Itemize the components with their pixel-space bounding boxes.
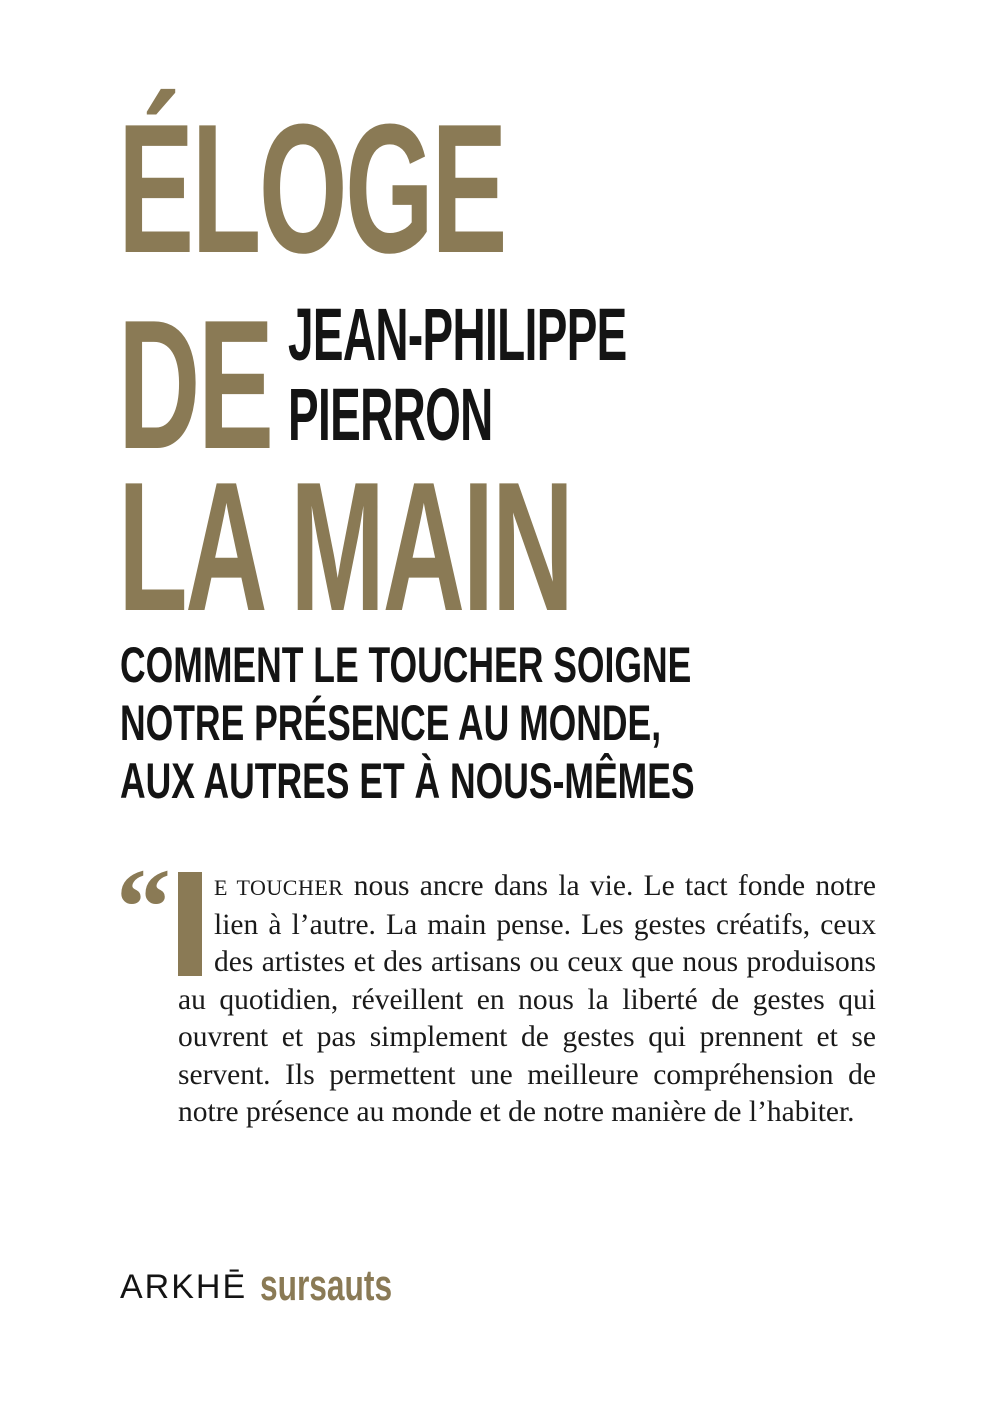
subtitle-line-1: COMMENT LE TOUCHER SOIGNE xyxy=(120,637,692,693)
author-first-name: JEAN-PHILIPPE xyxy=(288,293,627,376)
author-last-name: PIERRON xyxy=(288,373,493,456)
quote-lead-smallcaps: E TOUCHER xyxy=(214,875,344,900)
title-line-3: LA MAIN xyxy=(118,443,572,649)
title-line-1: ÉLOGE xyxy=(118,85,505,291)
quote-text: nous ancre dans la vie. Le tact fonde notre lien à l’autre. La main pense. Les gestes créatifs, ceux des artistes et des artisans ou ceux que nous produisons au quotidien, réveillent en nous la liberté de gestes qui ouvrent et pas simplement de gestes qui prennent et se servent. Ils permettent une meilleure compréhension de notre présence au monde et de notre manière de l’habiter. xyxy=(178,870,877,1128)
open-quote-mark: “ xyxy=(116,846,171,968)
dropcap-spacer xyxy=(178,868,214,978)
back-cover-quote xyxy=(178,868,876,1132)
subtitle-line-2: NOTRE PRÉSENCE AU MONDE, xyxy=(120,695,662,751)
collection-name: sursauts xyxy=(260,1261,393,1310)
publisher-logo: ARKHĒ xyxy=(120,1268,248,1306)
subtitle-line-3: AUX AUTRES ET À NOUS-MÊMES xyxy=(120,753,695,809)
title-line-2: DE xyxy=(118,281,272,487)
